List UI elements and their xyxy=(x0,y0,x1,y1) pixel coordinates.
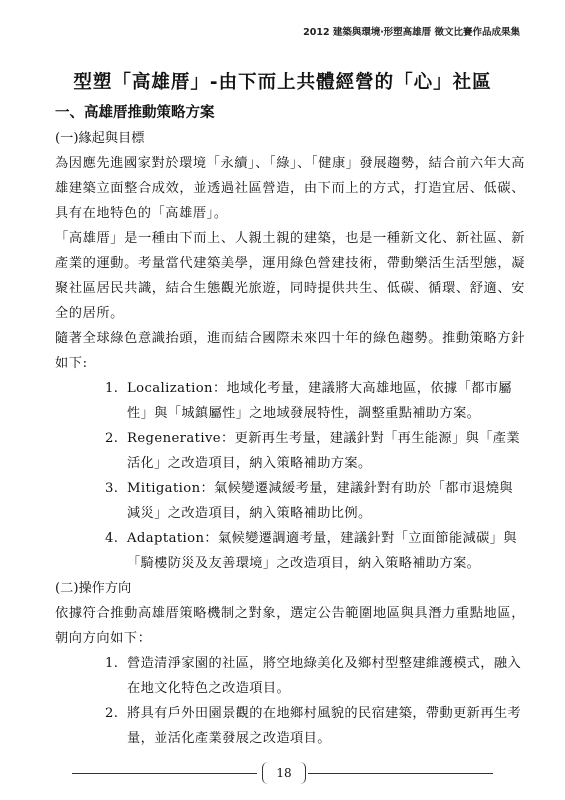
list-item-text: Regenerative：更新再生考量，建議針對「再生能源」與「產業活化」之改造項目，納入策略補助方案。 xyxy=(127,431,520,471)
section-heading: 一、高雄厝推動策略方案 xyxy=(55,105,215,121)
subsection-heading-background: (一)緣起與目標 xyxy=(55,131,145,146)
paragraph-1: 為因應先進國家對於環境「永續」、「綠」、「健康」發展趨勢，結合前六年大高雄建築立面整合成效，並透過社區營造，由下而上的方式，打造宜居、低碳、具有在地特色的「高雄厝」。 xyxy=(55,156,525,221)
list-item xyxy=(107,476,525,526)
page-title: 型塑「高雄厝」-由下而上共體經營的「心」社區 xyxy=(73,72,492,93)
subsection-heading-operation: (二)操作方向 xyxy=(55,581,132,596)
list-item-text: 將具有戶外田園景觀的在地鄉村風貌的民宿建築，帶動更新再生考量，並活化產業發展之改造項目。 xyxy=(127,706,522,746)
footer-rule-left xyxy=(72,773,257,774)
list-item-text: Localization：地域化考量，建議將大高雄地區，依據「都市屬性」與「城鎮屬性」之地域發展特性，調整重點補助方案。 xyxy=(127,381,512,421)
list-item-number: 2. xyxy=(105,706,119,721)
list-item-number: 1. xyxy=(105,381,119,396)
list-item xyxy=(107,651,525,701)
paragraph-2: 「高雄厝」是一種由下而上、人親土親的建築，也是一種新文化、新社區、新產業的運動。考量當代建築美學，運用綠色營建技術，帶動樂活生活型態，凝聚社區居民共識，結合生態觀光旅遊，同時提供共生、低碳、循環、舒適、安全的居所。 xyxy=(55,231,525,321)
paragraph-3: 隨著全球綠色意識抬頭，進而結合國際未來四十年的綠色趨勢。推動策略方針如下: xyxy=(55,331,525,371)
list-item-number: 2. xyxy=(105,431,119,446)
document-body xyxy=(55,101,525,751)
operation-list xyxy=(55,651,525,751)
list-item-number: 4. xyxy=(105,531,119,546)
list-item xyxy=(107,376,525,426)
list-item-number: 3. xyxy=(105,481,119,496)
header-decoration xyxy=(0,0,565,6)
list-item-number: 1. xyxy=(105,656,119,671)
page-footer xyxy=(0,762,565,784)
list-item xyxy=(107,701,525,751)
list-item-text: Adaptation：氣候變遷調適考量，建議針對「立面節能減碳」與「騎樓防災及友善環境」之改造項目，納入策略補助方案。 xyxy=(127,531,517,571)
list-item xyxy=(107,426,525,476)
strategy-list xyxy=(55,376,525,576)
list-item-text: Mitigation：氣候變遷減緩考量，建議針對有助於「都市退燒與減災」之改造項目，納入策略補助比例。 xyxy=(127,481,514,521)
page-number: 18 xyxy=(262,762,306,784)
running-header: 2012 建築與環境‧形塑高雄厝 徵文比賽作品成果集 xyxy=(303,27,520,38)
list-item xyxy=(107,526,525,576)
paragraph-4: 依據符合推動高雄厝策略機制之對象，選定公告範圍地區與具潛力重點地區，朝向方向如下： xyxy=(55,606,525,646)
footer-rule-right xyxy=(308,773,493,774)
list-item-text: 營造清淨家園的社區，將空地綠美化及鄉村型整建維護模式，融入在地文化特色之改造項目。 xyxy=(127,656,522,696)
